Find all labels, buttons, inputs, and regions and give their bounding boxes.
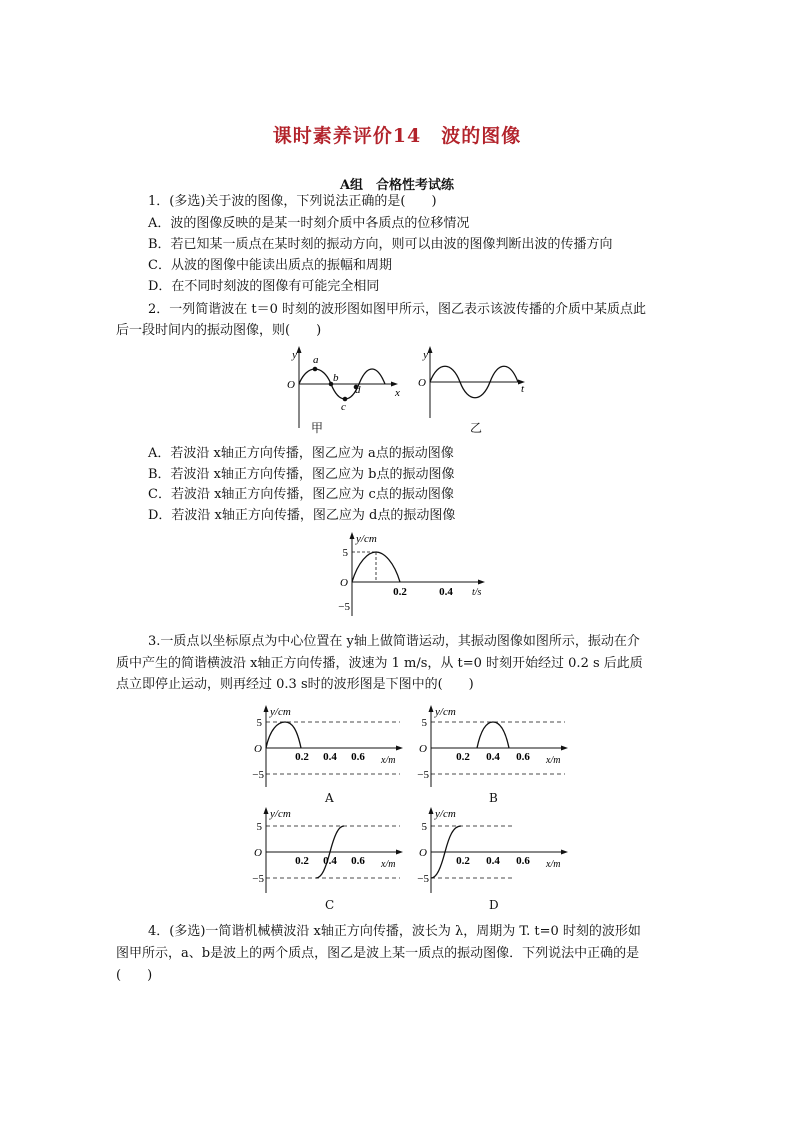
q3-choice-a-caption: A xyxy=(325,791,334,805)
jia-point-a-label: a xyxy=(313,354,319,366)
choice-d-tick-5: 5 xyxy=(421,821,427,833)
choice-c-origin: O xyxy=(254,847,262,859)
jia-point-b-label: b xyxy=(333,372,339,384)
q3-choice-b-caption: B xyxy=(489,791,498,805)
q2-wave-figure-jia xyxy=(285,344,405,436)
yi-y-label: y xyxy=(423,349,428,361)
choice-d-y-label: y/cm xyxy=(435,808,456,820)
page-title: 课时素养评价14 波的图像 xyxy=(272,125,522,147)
jia-y-label: y xyxy=(292,349,297,361)
q4-stem-line2: 图甲所示，a、b是波上的两个质点，图乙是波上某一质点的振动图像．下列说法中正确的是 xyxy=(116,946,640,961)
q3-choice-a-figure xyxy=(240,703,410,789)
choice-a-y-label: y/cm xyxy=(270,706,291,718)
jia-origin-label: O xyxy=(287,379,295,391)
q3-choice-d-caption: D xyxy=(489,898,499,912)
q3-stem-line2: 质中产生的简谐横波沿 x轴正方向传播，波速为 1 m/s，从 t=0 时刻开始经过 0.2 s 后此质 xyxy=(116,656,643,671)
q2-stem-line1: 2．一列简谐波在 t＝0 时刻的波形图如图甲所示，图乙表示该波传播的介质中某质点此 xyxy=(148,302,647,317)
q2-stem-line2: 后一段时间内的振动图像，则( ) xyxy=(116,323,322,338)
choice-a-tick-0.2: 0.2 xyxy=(295,751,309,763)
choice-d-origin: O xyxy=(419,847,427,859)
choice-a-origin: O xyxy=(254,743,262,755)
q3-origin: O xyxy=(340,577,348,589)
choice-a-x-label: x/m xyxy=(381,755,396,766)
choice-c-tick-minus5: −5 xyxy=(252,873,264,885)
choice-b-tick-minus5: −5 xyxy=(417,769,429,781)
section-heading: A组 合格性考试练 xyxy=(339,178,455,193)
choice-b-tick-0.2: 0.2 xyxy=(456,751,470,763)
q1-option-a: A．波的图像反映的是某一时刻介质中各质点的位移情况 xyxy=(148,216,470,231)
q2-vibration-figure-yi xyxy=(418,344,533,422)
jia-x-label: x xyxy=(395,387,400,399)
choice-c-tick-0.4: 0.4 xyxy=(323,855,337,867)
choice-c-tick-5: 5 xyxy=(256,821,262,833)
q3-stem-line3: 点立即停止运动，则再经过 0.3 s时的波形图是下图中的( ) xyxy=(116,677,474,692)
q2-fig-jia-caption: 甲 xyxy=(311,421,324,435)
q4-stem-line3: ( ) xyxy=(116,968,153,983)
choice-b-y-label: y/cm xyxy=(435,706,456,718)
q1-stem: 1．(多选)关于波的图像，下列说法正确的是( ) xyxy=(148,194,437,209)
q3-stem-line1: 3.一质点以坐标原点为中心位置在 y轴上做简谐运动，其振动图像如图所示，振动在介 xyxy=(148,634,640,649)
q3-t-axis-label: t/s xyxy=(472,587,482,598)
choice-c-y-label: y/cm xyxy=(270,808,291,820)
q3-choice-b-figure xyxy=(395,703,575,789)
q2-option-c: C．若波沿 x轴正方向传播，图乙应为 c点的振动图像 xyxy=(148,487,454,502)
choice-b-origin: O xyxy=(419,743,427,755)
q2-option-b: B．若波沿 x轴正方向传播，图乙应为 b点的振动图像 xyxy=(148,467,455,482)
choice-b-tick-5: 5 xyxy=(421,717,427,729)
choice-b-x-label: x/m xyxy=(546,755,561,766)
q1-option-b: B．若已知某一质点在某时刻的振动方向，则可以由波的图像判断出波的传播方向 xyxy=(148,237,613,252)
choice-a-tick-minus5: −5 xyxy=(252,769,264,781)
q3-choice-d-figure xyxy=(395,805,575,895)
yi-origin-label: O xyxy=(418,377,426,389)
choice-a-tick-0.6: 0.6 xyxy=(351,751,365,763)
choice-a-tick-0.4: 0.4 xyxy=(323,751,337,763)
choice-d-tick-0.2: 0.2 xyxy=(456,855,470,867)
choice-d-tick-0.4: 0.4 xyxy=(486,855,500,867)
q3-tick-minus5: −5 xyxy=(338,601,350,613)
q2-fig-yi-caption: 乙 xyxy=(470,421,483,435)
choice-c-x-label: x/m xyxy=(381,859,396,870)
choice-b-tick-0.4: 0.4 xyxy=(486,751,500,763)
q3-tick-0.2: 0.2 xyxy=(393,586,407,598)
q3-choice-c-caption: C xyxy=(325,898,335,912)
choice-d-tick-minus5: −5 xyxy=(417,873,429,885)
q2-option-a: A．若波沿 x轴正方向传播，图乙应为 a点的振动图像 xyxy=(148,446,454,461)
jia-point-d-label: d xyxy=(355,384,361,396)
q3-choice-c-figure xyxy=(240,805,410,895)
choice-c-tick-0.6: 0.6 xyxy=(351,855,365,867)
choice-b-tick-0.6: 0.6 xyxy=(516,751,530,763)
q3-vibration-figure xyxy=(330,528,495,620)
choice-d-tick-0.6: 0.6 xyxy=(516,855,530,867)
q3-tick-5: 5 xyxy=(342,547,348,559)
choice-d-x-label: x/m xyxy=(546,859,561,870)
choice-a-tick-5: 5 xyxy=(256,717,262,729)
q1-option-d: D．在不同时刻波的图像有可能完全相同 xyxy=(148,279,380,294)
choice-c-tick-0.2: 0.2 xyxy=(295,855,309,867)
yi-t-label: t xyxy=(521,383,525,395)
q2-option-d: D．若波沿 x轴正方向传播，图乙应为 d点的振动图像 xyxy=(148,508,456,523)
q3-y-axis-label: y/cm xyxy=(356,533,377,545)
jia-point-c-label: c xyxy=(341,401,346,413)
q4-stem-line1: 4．(多选)一简谐机械横波沿 x轴正方向传播，波长为 λ，周期为 T. t=0 时刻的波形如 xyxy=(148,924,641,939)
q3-tick-0.4: 0.4 xyxy=(439,586,453,598)
q1-option-c: C．从波的图像中能读出质点的振幅和周期 xyxy=(148,258,392,273)
